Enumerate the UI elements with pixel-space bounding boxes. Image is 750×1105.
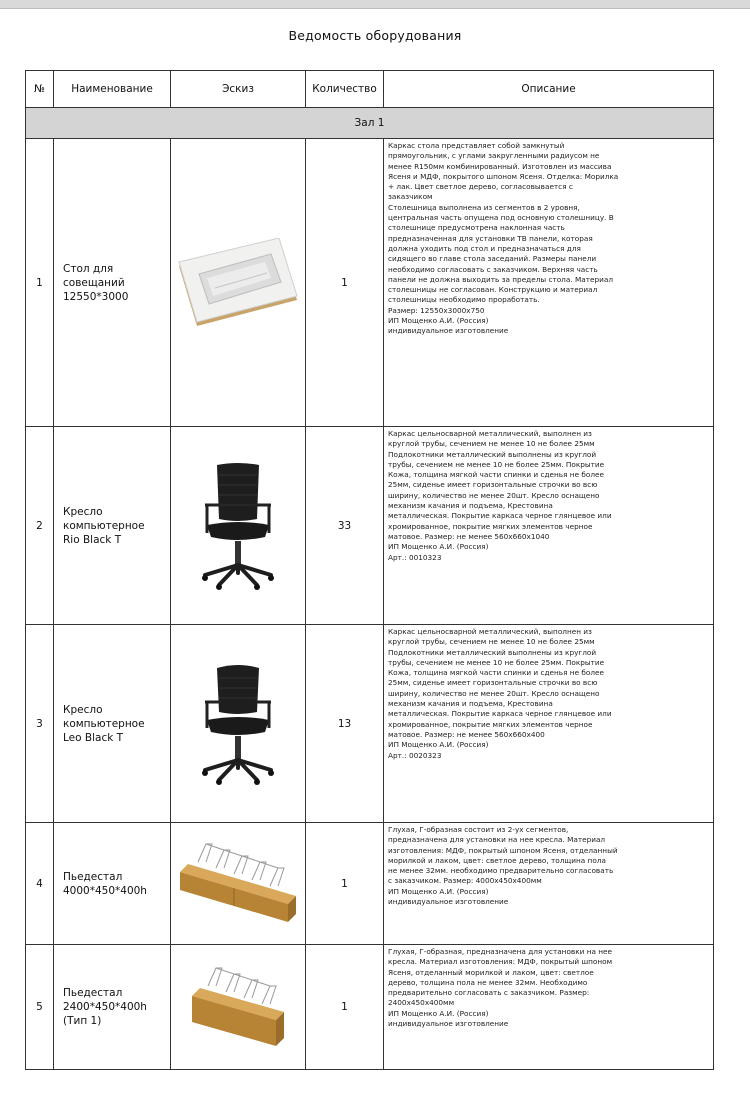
desc-line: с заказчиком. Размер: 4000х450х400мм [388, 876, 542, 886]
desc-line: менее R150мм комбинированный. Изготовлен из массива [388, 161, 612, 171]
header-num: № [26, 71, 54, 108]
item-name-line: компьютерное [63, 519, 145, 532]
table-row [26, 823, 714, 945]
desc-line: механизм качания и подъема, Крестовина [388, 699, 553, 709]
desc-line: кресла. Материал изготовления: МДФ, покрытый шпоном [388, 957, 613, 967]
item-quantity: 13 [306, 625, 384, 823]
desc-line: предварительно согласовать с заказчиком. Размер: [388, 988, 590, 998]
desc-line: Глухая, Г-образная, предназначена для установки на нее [388, 947, 613, 956]
conference-table-icon [175, 238, 301, 328]
item-name-line: 12550*3000 [63, 290, 129, 303]
desc-line: Кожа, толщина мягкой части спинки и сденья не более [388, 668, 604, 678]
row-number: 4 [26, 823, 54, 945]
item-name [54, 625, 171, 823]
item-sketch [171, 625, 306, 823]
table-row [26, 427, 714, 625]
desc-line: хромированное, покрытие мягких элементов черное [388, 719, 593, 729]
item-description [384, 427, 714, 625]
pedestal-short-icon [186, 962, 290, 1052]
equipment-table [25, 70, 714, 1070]
item-description [384, 945, 714, 1070]
desc-line: хромированное, покрытие мягких элементов черное [388, 521, 593, 531]
row-number: 1 [26, 139, 54, 427]
desc-line: столешницы не согласован. Конструкцию и материал [388, 285, 598, 295]
header-qty: Количество [306, 71, 384, 108]
item-name [54, 945, 171, 1070]
item-name-line: Leo Black T [63, 731, 124, 744]
desc-line: Каркас цельносварной металлический, выполнен из [388, 627, 592, 636]
header-name: Наименование [54, 71, 171, 108]
item-quantity: 1 [306, 823, 384, 945]
item-name-line: совещаний [63, 276, 125, 289]
desc-line: круглой трубы, сечением не менее 10 не более 25мм [388, 637, 595, 647]
desc-line: индивидуальное изготовление [388, 897, 509, 907]
desc-line: металлическая. Покрытие каркаса черное глянцевое или [388, 709, 612, 719]
desc-line: предназначенная для установки ТВ панели, которая [388, 233, 593, 243]
desc-line: столешницы необходимо проработать. [388, 295, 540, 305]
document-title: Ведомость оборудования [288, 28, 462, 43]
item-sketch [171, 139, 306, 427]
desc-line: Подлокотники металлический выполнены из круглой [388, 647, 597, 657]
item-name-line: (Тип 1) [63, 1015, 102, 1027]
header-sketch: Эскиз [171, 71, 306, 108]
desc-line: Глухая, Г-образная состоит из 2-ух сегментов, [388, 825, 569, 834]
desc-line: заказчиком [388, 192, 433, 202]
desc-line: изготовления: МДФ, покрытый шпоном Ясеня, отделанный [388, 845, 618, 855]
desc-line: панели не должна выходить за пределы стола. Материал [388, 274, 613, 284]
desc-line: столешнице предусмотрена наклонная часть [388, 223, 565, 233]
desc-line: ИП Мощенко А.И. (Россия) [388, 542, 489, 552]
item-sketch [171, 945, 306, 1070]
item-name-line: Пьедестал [63, 987, 123, 999]
desc-line: 2400х450х400мм [388, 998, 455, 1008]
row-number: 5 [26, 945, 54, 1070]
item-quantity: 1 [306, 945, 384, 1070]
item-quantity: 1 [306, 139, 384, 427]
item-name-line: 2400*450*400h [63, 1001, 147, 1013]
header-row [26, 71, 714, 108]
item-name-line: Кресло [63, 703, 103, 716]
desc-line: ширину, количество не менее 20шт. Кресло оснащено [388, 688, 600, 698]
item-name-line: компьютерное [63, 717, 145, 730]
header-desc: Описание [384, 71, 714, 108]
desc-line: Кожа, толщина мягкой части спинки и сденья не более [388, 470, 604, 480]
desc-line: ширину, количество не менее 20шт. Кресло оснащено [388, 490, 600, 500]
table-row [26, 625, 714, 823]
desc-line: Ясеня, отделанный морилкой и лаком, цвет: светлое [388, 967, 594, 977]
desc-line: механизм качания и подъема, Крестовина [388, 501, 553, 511]
desc-line: центральная часть опущена под основную столешницу. В [388, 213, 614, 223]
desc-line: трубы, сечением не менее 10 не более 25мм. Покрытие [388, 459, 605, 469]
office-chair-low-back-icon [193, 662, 283, 786]
desc-line: Столешница выполнена из сегментов в 2 уровня, [388, 202, 580, 212]
desc-line: Подлокотники металлический выполнены из круглой [388, 449, 597, 459]
desc-line: прямоугольник, с углами закругленными радиусом не [388, 151, 600, 161]
pedestal-long-icon [176, 842, 300, 926]
top-bar [0, 0, 750, 8]
desc-line: должна уходить под стол и предназначаться для [388, 243, 581, 253]
desc-line: ИП Мощенко А.И. (Россия) [388, 1008, 489, 1018]
item-sketch [171, 823, 306, 945]
desc-line: + лак. Цвет светлое дерево, согласовывается с [388, 182, 573, 192]
section-title: Зал 1 [26, 108, 714, 139]
desc-line: индивидуальное изготовление [388, 326, 509, 336]
item-description [384, 139, 714, 427]
office-chair-high-back-icon [193, 461, 283, 591]
desc-line: Арт.: 0010323 [388, 552, 442, 562]
desc-line: Каркас цельносварной металлический, выполнен из [388, 429, 592, 438]
desc-line: необходимо согласовать с заказчиком. Верхняя часть [388, 264, 598, 274]
section-row [26, 108, 714, 139]
desc-line: морилкой и лаком, цвет: светлое дерево, толщина пола [388, 855, 606, 865]
desc-line: Арт.: 0020323 [388, 750, 442, 760]
item-quantity: 33 [306, 427, 384, 625]
row-number: 2 [26, 427, 54, 625]
item-name-line: Стол для [63, 262, 114, 275]
item-name-line: Rio Black T [63, 533, 122, 546]
desc-line: матовое. Размер: не менее 560х660х1040 [388, 531, 550, 541]
item-name-line: Пьедестал [63, 870, 123, 883]
desc-line: ИП Мощенко А.И. (Россия) [388, 316, 489, 326]
desc-line: ИП Мощенко А.И. (Россия) [388, 740, 489, 750]
row-number: 3 [26, 625, 54, 823]
item-name-line: 4000*450*400h [63, 884, 147, 897]
item-description [384, 823, 714, 945]
desc-line: матовое. Размер: не менее 560х660х400 [388, 729, 545, 739]
desc-line: дерево, толщина пола не менее 32мм. Необходимо [388, 977, 588, 987]
desc-line: трубы, сечением не менее 10 не более 25мм. Покрытие [388, 657, 605, 667]
desc-line: Размер: 12550х3000х750 [388, 305, 485, 315]
table-row [26, 945, 714, 1070]
desc-line: Каркас стола представляет собой замкнутый [388, 141, 565, 150]
item-name [54, 139, 171, 427]
desc-line: 25мм, сиденье имеет горизонтальные строчки во всю [388, 480, 598, 490]
desc-line: металлическая. Покрытие каркаса черное глянцевое или [388, 511, 612, 521]
desc-line: предназначена для установки на нее кресла. Материал [388, 835, 606, 845]
desc-line: не менее 32мм. необходимо предварительно согласовать [388, 866, 614, 876]
item-sketch [171, 427, 306, 625]
desc-line: круглой трубы, сечением не менее 10 не более 25мм [388, 439, 595, 449]
item-description [384, 625, 714, 823]
table-row [26, 139, 714, 427]
top-divider [0, 8, 750, 9]
desc-line: сидящего во главе стола заседаний. Размеры панели [388, 254, 597, 264]
desc-line: ИП Мощенко А.И. (Россия) [388, 886, 489, 896]
desc-line: Ясеня и МДФ, покрытого шпоном Ясеня. Отделка: Морилка [388, 171, 619, 181]
item-name [54, 823, 171, 945]
item-name [54, 427, 171, 625]
desc-line: индивидуальное изготовление [388, 1019, 509, 1029]
item-name-line: Кресло [63, 505, 103, 518]
desc-line: 25мм, сиденье имеет горизонтальные строчки во всю [388, 678, 598, 688]
